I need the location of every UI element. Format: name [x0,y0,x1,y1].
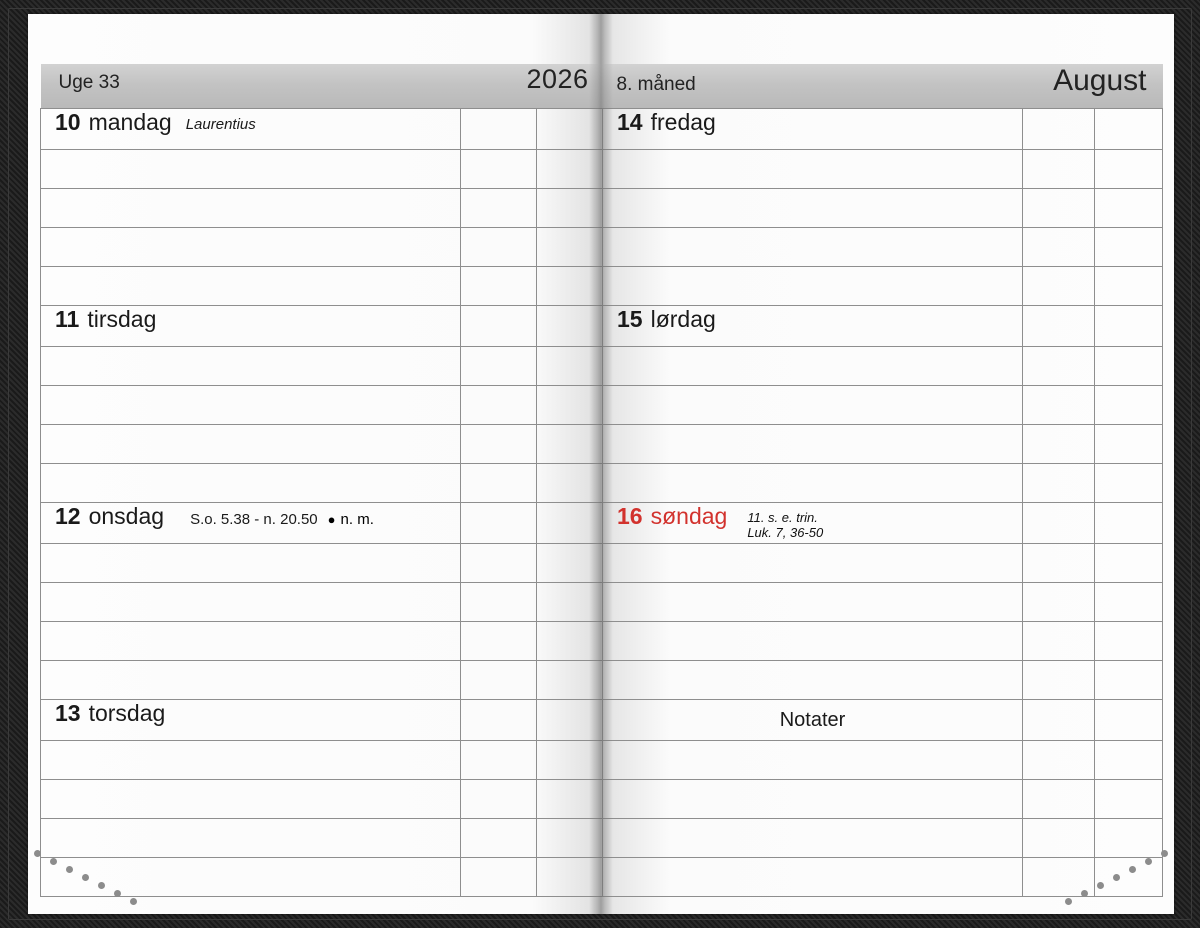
note-cell[interactable] [1095,228,1163,267]
write-cell[interactable] [603,228,1023,267]
note-cell[interactable] [1095,503,1163,544]
new-moon-icon: ● [327,512,336,527]
note-cell[interactable] [1095,583,1163,622]
write-cell[interactable] [41,267,461,306]
note-cell[interactable] [1023,544,1095,583]
note-cell[interactable] [537,741,603,780]
note-cell[interactable] [537,544,603,583]
note-cell[interactable] [461,189,537,228]
note-cell[interactable] [461,150,537,189]
header-right [603,64,1163,109]
note-cell[interactable] [461,741,537,780]
write-row [41,267,1163,306]
note-cell[interactable] [1023,306,1095,347]
day-number: 10 [55,109,81,135]
note-cell[interactable] [1023,267,1095,306]
church-scripture-label: Luk. 7, 36-50 [747,525,824,541]
moon-phase-label: n. m. [340,511,374,528]
note-cell[interactable] [461,228,537,267]
sunrise-sunset-info: S.o. 5.38 - n. 20.50 [190,511,318,528]
week-label: Uge 33 [58,72,120,93]
note-cell[interactable] [537,464,603,503]
note-cell[interactable] [1095,544,1163,583]
day-heading-thursday [41,700,461,741]
day-heading-tuesday [41,306,461,347]
note-cell[interactable] [461,464,537,503]
day-number: 12 [55,503,81,529]
day-number: 14 [617,109,643,135]
write-row [41,819,1163,858]
note-cell[interactable] [1095,150,1163,189]
notes-write-cell[interactable] [603,741,1023,780]
note-cell[interactable] [537,347,603,386]
day-number: 16 [617,503,643,529]
notes-write-cell[interactable] [603,780,1023,819]
write-cell[interactable] [41,819,461,858]
write-row [41,858,1163,897]
day-heading-wednesday [41,503,461,544]
notes-label: Notater [779,708,846,731]
note-cell[interactable] [1023,583,1095,622]
note-cell[interactable] [537,622,603,661]
write-cell[interactable] [603,267,1023,306]
note-cell[interactable] [1023,819,1095,858]
calendar-sheet [40,64,1162,854]
note-cell[interactable] [461,306,537,347]
day-name: tirsdag [87,306,157,332]
write-cell[interactable] [41,464,461,503]
saint-name: Laurentius [185,116,256,133]
notes-write-cell[interactable] [603,819,1023,858]
note-cell[interactable] [461,583,537,622]
day-header-row [41,109,1163,150]
note-cell[interactable] [1095,189,1163,228]
note-cell[interactable] [1023,700,1095,741]
write-row [41,386,1163,425]
write-cell[interactable] [41,858,461,897]
write-cell[interactable] [41,425,461,464]
note-cell[interactable] [461,109,537,150]
day-heading-monday [41,109,461,150]
write-cell[interactable] [603,425,1023,464]
note-cell[interactable] [1095,267,1163,306]
note-cell[interactable] [1095,386,1163,425]
note-cell[interactable] [1023,622,1095,661]
write-cell[interactable] [603,386,1023,425]
note-cell[interactable] [537,583,603,622]
note-cell[interactable] [461,780,537,819]
note-cell[interactable] [1095,741,1163,780]
day-number: 13 [55,700,81,726]
note-cell[interactable] [537,150,603,189]
note-cell[interactable] [1023,661,1095,700]
note-cell[interactable] [537,780,603,819]
write-row [41,228,1163,267]
note-cell[interactable] [1023,858,1095,897]
note-cell[interactable] [1095,306,1163,347]
write-cell[interactable] [41,661,461,700]
note-cell[interactable] [461,661,537,700]
day-heading-friday [603,109,1023,150]
note-cell[interactable] [1023,189,1095,228]
day-name: onsdag [88,503,165,529]
note-cell[interactable] [1095,661,1163,700]
header-left [41,64,603,109]
write-cell[interactable] [41,741,461,780]
note-cell[interactable] [537,858,603,897]
write-cell[interactable] [603,150,1023,189]
day-header-row [41,700,1163,741]
write-cell[interactable] [603,189,1023,228]
write-cell[interactable] [41,544,461,583]
write-row [41,464,1163,503]
write-cell[interactable] [603,464,1023,503]
note-cell[interactable] [537,819,603,858]
day-number: 11 [55,306,80,332]
note-cell[interactable] [1095,819,1163,858]
write-cell[interactable] [603,544,1023,583]
note-cell[interactable] [461,386,537,425]
write-row [41,150,1163,189]
note-cell[interactable] [1023,347,1095,386]
note-cell[interactable] [537,267,603,306]
write-row [41,544,1163,583]
note-cell[interactable] [1023,109,1095,150]
write-row [41,583,1163,622]
note-cell[interactable] [1095,425,1163,464]
month-name-label: August [1053,64,1147,97]
write-row [41,780,1163,819]
day-heading-sunday [603,503,1023,544]
day-name: mandag [88,109,172,135]
header-band [41,64,1163,109]
month-number-label: 8. måned [616,74,696,95]
write-row [41,661,1163,700]
note-cell[interactable] [1095,622,1163,661]
year-label: 2026 [526,64,589,94]
write-cell[interactable] [41,583,461,622]
note-cell[interactable] [1095,464,1163,503]
note-cell[interactable] [461,622,537,661]
write-cell[interactable] [41,189,461,228]
note-cell[interactable] [1095,780,1163,819]
note-cell[interactable] [537,228,603,267]
note-cell[interactable] [1023,425,1095,464]
write-cell[interactable] [603,661,1023,700]
write-cell[interactable] [603,622,1023,661]
note-cell[interactable] [1023,464,1095,503]
note-cell[interactable] [1023,503,1095,544]
note-cell[interactable] [537,503,603,544]
note-cell[interactable] [1023,386,1095,425]
write-cell[interactable] [41,386,461,425]
calendar-spread [28,14,1174,914]
calendar-table [40,64,1163,897]
write-row [41,347,1163,386]
day-name: lørdag [650,306,716,332]
day-name: søndag [650,503,728,529]
write-cell[interactable] [603,347,1023,386]
church-season-label: 11. s. e. trin. [747,510,818,525]
note-cell[interactable] [461,347,537,386]
write-cell[interactable] [41,780,461,819]
day-header-row [41,306,1163,347]
note-cell[interactable] [461,267,537,306]
notes-write-cell[interactable] [603,858,1023,897]
day-name: fredag [650,109,716,135]
note-cell[interactable] [1095,700,1163,741]
write-cell[interactable] [603,583,1023,622]
note-cell[interactable] [461,819,537,858]
note-cell[interactable] [537,425,603,464]
note-cell[interactable] [461,700,537,741]
note-cell[interactable] [1095,347,1163,386]
day-heading-saturday [603,306,1023,347]
write-row [41,425,1163,464]
note-cell[interactable] [1023,150,1095,189]
note-cell[interactable] [1095,858,1163,897]
write-row [41,622,1163,661]
day-number: 15 [617,306,643,332]
note-cell[interactable] [537,700,603,741]
write-row [41,189,1163,228]
note-cell[interactable] [537,189,603,228]
note-cell[interactable] [1095,109,1163,150]
note-cell[interactable] [1023,780,1095,819]
write-cell[interactable] [41,150,461,189]
write-row [41,741,1163,780]
day-header-row [41,503,1163,544]
note-cell[interactable] [461,425,537,464]
note-cell[interactable] [461,544,537,583]
note-cell[interactable] [537,661,603,700]
note-cell[interactable] [537,109,603,150]
write-cell[interactable] [41,228,461,267]
note-cell[interactable] [1023,741,1095,780]
note-cell[interactable] [537,386,603,425]
notes-header [603,700,1023,741]
church-reading [747,510,823,541]
write-cell[interactable] [41,347,461,386]
note-cell[interactable] [461,858,537,897]
note-cell[interactable] [1023,228,1095,267]
note-cell[interactable] [537,306,603,347]
write-cell[interactable] [41,622,461,661]
day-name: torsdag [88,700,166,726]
note-cell[interactable] [461,503,537,544]
